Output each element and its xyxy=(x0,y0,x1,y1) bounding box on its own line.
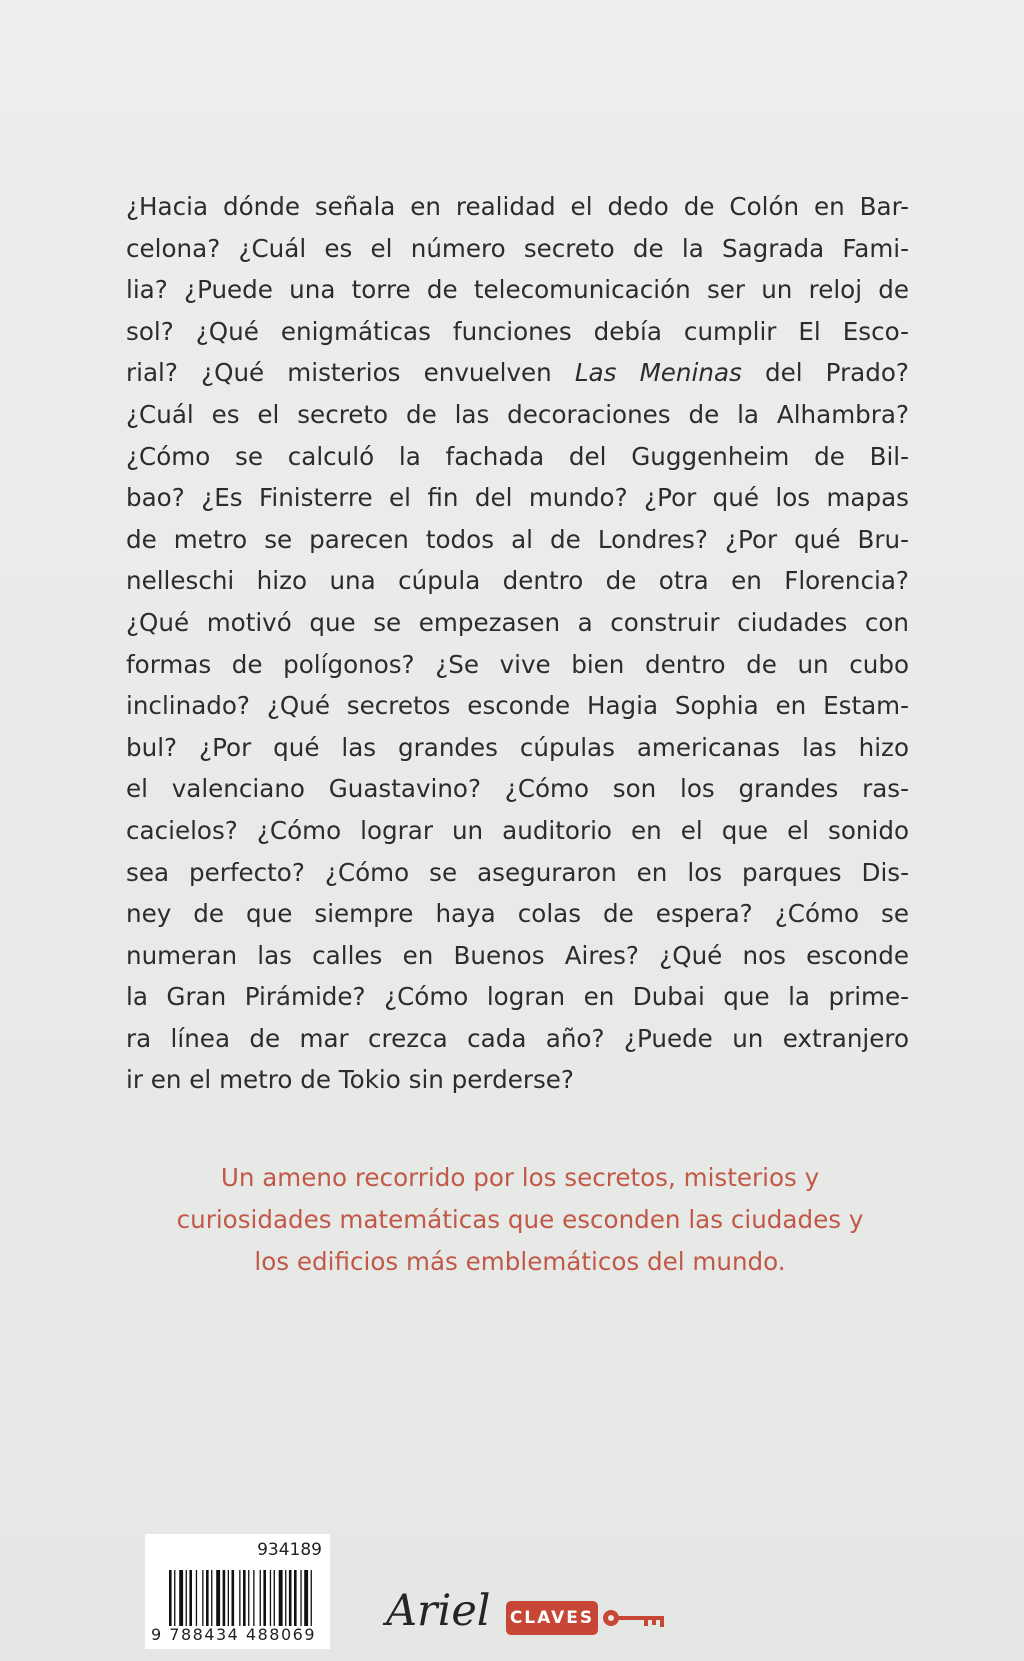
blurb-line: celona? ¿Cuál es el número secreto de la Sagrada Fami- xyxy=(126,233,909,263)
barcode-bar xyxy=(285,1570,286,1626)
barcode-bar xyxy=(263,1570,266,1626)
barcode-bar xyxy=(206,1570,209,1626)
barcode-label xyxy=(145,1534,330,1649)
barcode-bar xyxy=(228,1570,229,1626)
blurb-line xyxy=(126,352,909,394)
barcode-bar xyxy=(223,1570,226,1626)
barcode-bar xyxy=(304,1570,308,1626)
blurb-line: la Gran Pirámide? ¿Cómo logran en Dubai que la prime- xyxy=(126,982,909,1012)
blurb-line: cacielos? ¿Cómo lograr un auditorio en el que el sonido xyxy=(126,815,909,845)
barcode-bar xyxy=(260,1570,261,1626)
blurb-line: bao? ¿Es Finisterre el fin del mundo? ¿Por qué los mapas xyxy=(126,483,909,513)
blurb-line: formas de polígonos? ¿Se vive bien dentro de un cubo xyxy=(126,649,909,679)
blurb-line: ir en el metro de Tokio sin perderse? xyxy=(126,1065,574,1095)
barcode-bar xyxy=(169,1570,172,1626)
blurb-line-text: rial? ¿Qué misterios envuelven xyxy=(126,358,575,388)
barcode-bar xyxy=(300,1570,301,1626)
barcode-svg xyxy=(169,1570,321,1626)
blurb-line: inclinado? ¿Qué secretos esconde Hagia Sophia en Estam- xyxy=(126,691,909,721)
barcode-bar xyxy=(274,1570,275,1626)
blurb-line: ra línea de mar crezca cada año? ¿Puede un extranjero xyxy=(126,1023,909,1053)
barcode-bar xyxy=(216,1570,220,1626)
blurb-line: ¿Cómo se calculó la fachada del Guggenheim de Bil- xyxy=(126,441,909,471)
blurb-text xyxy=(126,186,909,1101)
barcode-bar xyxy=(179,1570,183,1626)
blurb-line: sol? ¿Qué enigmáticas funciones debía cumplir El Esco- xyxy=(126,316,909,346)
barcode-bar xyxy=(186,1570,187,1626)
blurb-line-text: del Prado? xyxy=(741,358,909,388)
blurb-line: el valenciano Guastavino? ¿Cómo son los grandes ras- xyxy=(126,774,909,804)
barcode-bar xyxy=(270,1570,271,1626)
barcode-bar xyxy=(311,1570,312,1626)
isbn-number: 9 788434 488069 xyxy=(151,1625,317,1644)
tagline-line: Un ameno recorrido por los secretos, misterios y xyxy=(220,1163,820,1192)
barcode-bar xyxy=(253,1570,254,1626)
barcode-bar xyxy=(279,1570,283,1626)
barcode-bars xyxy=(169,1570,321,1626)
blurb-line: ¿Qué motivó que se empezasen a construir ciudades con xyxy=(126,607,909,637)
tagline-line: los edificios más emblemáticos del mundo. xyxy=(254,1247,786,1276)
barcode-bar xyxy=(189,1570,192,1626)
key-icon xyxy=(600,1607,672,1629)
barcode-bar xyxy=(294,1570,297,1626)
barcode-bar xyxy=(243,1570,246,1626)
blurb-line: ney de que siempre haya colas de espera? ¿Cómo se xyxy=(126,899,909,929)
blurb-line: numeran las calles en Buenos Aires? ¿Qué nos esconde xyxy=(126,940,909,970)
blurb-line: bul? ¿Por qué las grandes cúpulas americanas las hizo xyxy=(126,732,909,762)
barcode-code: 934189 xyxy=(257,1540,322,1560)
barcode-bar xyxy=(174,1570,175,1626)
barcode-bar xyxy=(232,1570,235,1626)
blurb-line: ¿Cuál es el secreto de las decoraciones de la Alhambra? xyxy=(126,399,909,429)
collection-badge: CLAVES xyxy=(506,1601,598,1635)
barcode-bar xyxy=(239,1570,240,1626)
blurb-line: ¿Hacia dónde señala en realidad el dedo de Colón en Bar- xyxy=(126,192,909,221)
blurb-line: lia? ¿Puede una torre de telecomunicación ser un reloj de xyxy=(126,275,909,305)
barcode-bar xyxy=(211,1570,212,1626)
barcode-bar xyxy=(196,1570,197,1626)
artwork-title-italic: Las Meninas xyxy=(574,358,742,388)
tagline-line: curiosidades matemáticas que esconden las ciudades y xyxy=(176,1205,864,1234)
blurb-line: de metro se parecen todos al de Londres? ¿Por qué Bru- xyxy=(126,524,909,554)
barcode-bar xyxy=(248,1570,249,1626)
barcode-bar xyxy=(289,1570,292,1626)
publisher-logo: Ariel xyxy=(386,1586,491,1636)
blurb-line: sea perfecto? ¿Cómo se aseguraron en los parques Dis- xyxy=(126,857,909,887)
barcode-bar xyxy=(202,1570,203,1626)
tagline xyxy=(120,1157,920,1283)
blurb-line: nelleschi hizo una cúpula dentro de otra en Florencia? xyxy=(126,566,909,596)
